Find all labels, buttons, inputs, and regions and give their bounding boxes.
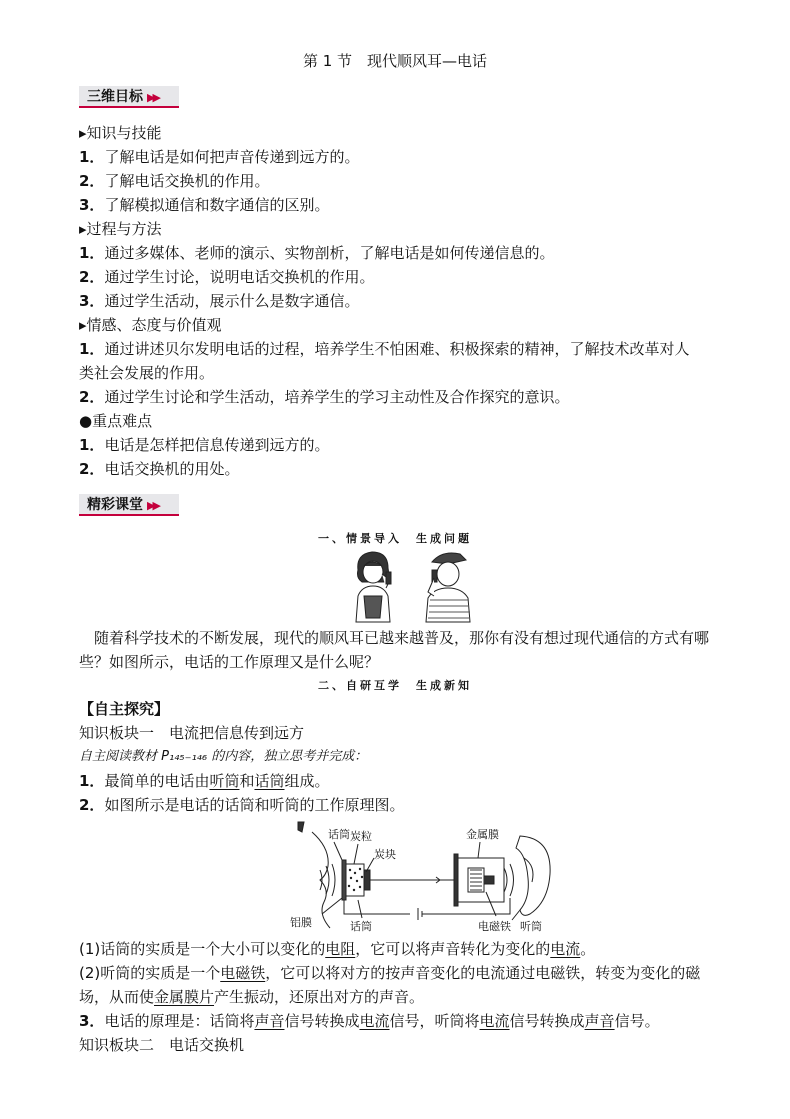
badge-label: 三维目标 bbox=[87, 89, 143, 105]
label-carbon-grain: 炭粒 bbox=[350, 830, 372, 843]
list-item: 3．了解模拟通信和数字通信的区别。 bbox=[79, 196, 330, 214]
label-mic-bottom: 话筒 bbox=[350, 920, 372, 933]
list-item: 2．了解电话交换机的作用。 bbox=[79, 172, 270, 190]
list-item-continued: 类社会发展的作用。 bbox=[79, 364, 215, 382]
list-item: 1．通过多媒体、老师的演示、实物剖析，了解电话是如何传递信息的。 bbox=[79, 244, 555, 262]
reading-instruction: 自主阅读教材 P₁₄₅₋₁₄₆ 的内容，独立思考并完成： bbox=[79, 749, 368, 764]
label-electromagnet: 电磁铁 bbox=[478, 920, 511, 933]
list-item: 2．通过学生讨论和学生活动，培养学生的学习主动性及合作探究的意识。 bbox=[79, 388, 570, 406]
question-1: 1．最简单的电话由听筒和话筒组成。 bbox=[79, 772, 330, 790]
question-2-1: (1)话筒的实质是一个大小可以变化的电阻，它可以将声音转化为变化的电流。 bbox=[79, 940, 596, 958]
girl-figure bbox=[356, 552, 391, 622]
list-item: 2．电话交换机的用处。 bbox=[79, 460, 240, 478]
label-carbon-block: 炭块 bbox=[374, 848, 396, 861]
answer-blank: 金属膜片 bbox=[154, 988, 215, 1006]
heading-process: ▸过程与方法 bbox=[79, 220, 162, 238]
section-title-study: 二、自研互学 生成新知 bbox=[318, 679, 472, 692]
answer-blank: 电流 bbox=[479, 1012, 510, 1030]
answer-blank: 电阻 bbox=[325, 940, 356, 958]
question-2-2: (2)听筒的实质是一个电磁铁，它可以将对方的按声音变化的电流通过电磁铁，转变为变化的磁 bbox=[79, 964, 701, 982]
answer-blank: 电磁铁 bbox=[220, 964, 266, 982]
section-badge-goals bbox=[79, 86, 179, 108]
self-study-heading: 【自主探究】 bbox=[79, 700, 170, 718]
heading-key-points: ●重点难点 bbox=[79, 412, 153, 430]
answer-blank: 声音 bbox=[254, 1012, 285, 1030]
badge-label: 精彩课堂 bbox=[87, 497, 143, 513]
list-item: 1．电话是怎样把信息传递到远方的。 bbox=[79, 436, 330, 454]
heading-knowledge: ▸知识与技能 bbox=[79, 124, 162, 142]
label-mic: 话筒 bbox=[328, 828, 350, 841]
list-item: 2．通过学生讨论，说明电话交换机的作用。 bbox=[79, 268, 375, 286]
heading-emotion: ▸情感、态度与价值观 bbox=[79, 316, 222, 334]
double-arrow-icon: ▶▶ bbox=[147, 499, 158, 512]
answer-blank: 电流 bbox=[550, 940, 581, 958]
page-title: 第 1 节 现代顺风耳—电话 bbox=[302, 52, 488, 70]
answer-blank: 听筒 bbox=[209, 772, 240, 790]
answer-blank: 电流 bbox=[359, 1012, 390, 1030]
answer-blank: 话筒 bbox=[254, 772, 285, 790]
label-metal-membrane: 金属膜 bbox=[466, 828, 499, 841]
label-earpiece: 听筒 bbox=[520, 920, 542, 933]
intro-paragraph-continued: 些？如图所示，电话的工作原理又是什么呢？ bbox=[79, 653, 380, 671]
list-item: 3．通过学生活动，展示什么是数字通信。 bbox=[79, 292, 360, 310]
telephone-principle-diagram bbox=[290, 818, 560, 934]
question-3: 3．电话的原理是：话筒将声音信号转换成电流信号，听筒将电流信号转换成声音信号。 bbox=[79, 1012, 660, 1030]
list-item: 1．了解电话是如何把声音传递到远方的。 bbox=[79, 148, 360, 166]
answer-blank: 声音 bbox=[584, 1012, 615, 1030]
question-2-2-continued: 场，从而使金属膜片产生振动，还原出对方的声音。 bbox=[79, 988, 425, 1006]
question-2: 2．如图所示是电话的话筒和听筒的工作原理图。 bbox=[79, 796, 405, 814]
section-badge-classroom bbox=[79, 494, 179, 516]
label-al-membrane: 铝膜 bbox=[290, 916, 312, 929]
section-title-intro: 一、情景导入 生成问题 bbox=[318, 532, 472, 545]
list-item: 1．通过讲述贝尔发明电话的过程，培养学生不怕困难、积极探索的精神，了解技术改革对人 bbox=[79, 340, 690, 358]
intro-paragraph: 随着科学技术的不断发展，现代的顺风耳已越来越普及，那你有没有想过现代通信的方式有哪 bbox=[94, 629, 710, 647]
block-heading-1: 知识板块一 电流把信息传到远方 bbox=[79, 724, 305, 742]
phone-call-illustration bbox=[350, 548, 500, 624]
double-arrow-icon: ▶▶ bbox=[147, 91, 158, 104]
boy-figure bbox=[426, 553, 470, 622]
block-heading-2: 知识板块二 电话交换机 bbox=[79, 1036, 245, 1054]
